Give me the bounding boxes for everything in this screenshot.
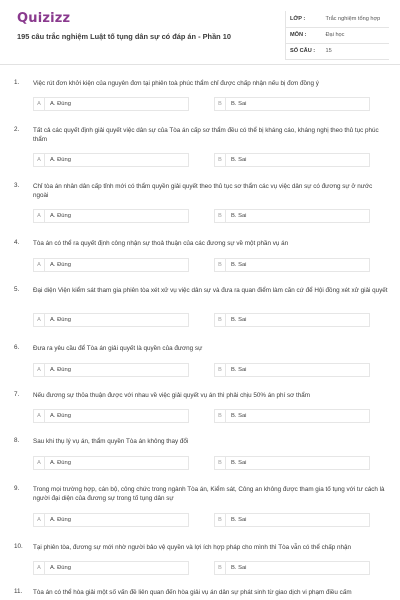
option-label: B. Sai <box>231 517 247 523</box>
option-letter: B <box>215 154 226 166</box>
option-label: B. Sai <box>231 413 247 419</box>
option-a[interactable] <box>33 313 189 327</box>
option-b[interactable] <box>214 513 370 527</box>
info-table <box>285 11 389 60</box>
question-text: Đưa ra yêu cầu để Tòa án giải quyết là quyền của đương sự <box>33 345 203 352</box>
option-letter: B <box>215 210 226 222</box>
document-title: 195 câu trắc nghiệm Luật tố tụng dân sự có đáp án - Phần 10 <box>17 32 231 41</box>
question-number: 1. <box>14 79 20 86</box>
option-letter: A <box>34 457 45 469</box>
quizizz-logo[interactable]: Quizizz <box>17 11 71 26</box>
option-label: B. Sai <box>231 367 247 373</box>
option-letter: B <box>215 314 226 326</box>
option-label: A. Đúng <box>50 367 71 373</box>
option-label: B. Sai <box>231 157 247 163</box>
option-label: B. Sai <box>231 101 247 107</box>
question-text: Đại diện Viện kiểm sát tham gia phiên tòa xét xử vụ việc dân sự và đưa ra quan điểm làm căn cứ để Hội đồng xét xử giải quyết <box>33 287 388 294</box>
option-b[interactable] <box>214 363 370 377</box>
option-letter: B <box>215 562 226 574</box>
option-b[interactable] <box>214 97 370 111</box>
option-b[interactable] <box>214 561 370 575</box>
option-letter: A <box>34 314 45 326</box>
option-label: B. Sai <box>231 460 247 466</box>
info-value: Trắc nghiệm tổng hợp <box>320 11 390 27</box>
question-text: Tòa án có thể ra quyết định công nhận sự thoả thuận của các đương sự về một phần vụ án <box>33 240 289 247</box>
question-number: 7. <box>14 391 20 398</box>
option-label: B. Sai <box>231 317 247 323</box>
question-number: 4. <box>14 239 20 246</box>
option-label: A. Đúng <box>50 317 71 323</box>
option-label: A. Đúng <box>50 565 71 571</box>
question-text: Tất cả các quyết định giải quyết việc dân sự của Tòa án cấp sơ thẩm đều có thể bị kháng cáo, kháng nghị theo thủ tục phúc thẩm <box>33 127 379 144</box>
info-label: LỚP : <box>286 11 320 27</box>
option-b[interactable] <box>214 409 370 423</box>
option-letter: B <box>215 259 226 271</box>
option-label: B. Sai <box>231 213 247 219</box>
question-text: Trong mọi trường hợp, cán bộ, công chức trong ngành Tòa án, Kiểm sát, Công an không được tham gia tố tụng với tư cách là người đại diện của đương sự trong tố tụng dân sự <box>33 486 385 503</box>
option-label: A. Đúng <box>50 517 71 523</box>
option-letter: A <box>34 514 45 526</box>
option-b[interactable] <box>214 258 370 272</box>
option-a[interactable] <box>33 153 189 167</box>
info-row-subject <box>286 27 390 43</box>
option-letter: A <box>34 259 45 271</box>
option-letter: A <box>34 210 45 222</box>
option-letter: A <box>34 410 45 422</box>
option-a[interactable] <box>33 97 189 111</box>
option-letter: A <box>34 562 45 574</box>
question-number: 6. <box>14 344 20 351</box>
option-letter: B <box>215 457 226 469</box>
option-label: B. Sai <box>231 565 247 571</box>
option-label: A. Đúng <box>50 213 71 219</box>
question-number: 3. <box>14 182 20 189</box>
option-letter: B <box>215 364 226 376</box>
option-a[interactable] <box>33 409 189 423</box>
option-letter: B <box>215 514 226 526</box>
option-label: A. Đúng <box>50 413 71 419</box>
question-text: Việc rút đơn khởi kiện của nguyên đơn tại phiên toà phúc thẩm chỉ được chấp nhận nếu bị đơn đồng ý <box>33 80 319 87</box>
question-text: Tại phiên tòa, đương sự mới nhờ người bảo vệ quyền và lợi ích hợp pháp cho mình thì Tòa vẫn có thể chấp nhận <box>33 544 352 551</box>
page-header <box>0 0 400 64</box>
option-label: A. Đúng <box>50 262 71 268</box>
question-text: Sau khi thụ lý vụ án, thẩm quyền Tòa án không thay đổi <box>33 438 189 445</box>
option-letter: A <box>34 364 45 376</box>
option-a[interactable] <box>33 513 189 527</box>
question-text: Tòa án có thể hòa giải một số vấn đề liên quan đến hòa giải vụ án dân sự phát sinh từ giao dịch vi phạm điều cấm <box>33 589 352 596</box>
info-value: 15 <box>320 43 390 59</box>
question-number: 9. <box>14 485 20 492</box>
question-number: 2. <box>14 126 20 133</box>
option-b[interactable] <box>214 456 370 470</box>
option-b[interactable] <box>214 153 370 167</box>
option-label: A. Đúng <box>50 460 71 466</box>
header-divider <box>0 64 400 65</box>
info-label: MÔN : <box>286 27 320 43</box>
option-a[interactable] <box>33 363 189 377</box>
option-b[interactable] <box>214 209 370 223</box>
option-a[interactable] <box>33 456 189 470</box>
option-letter: A <box>34 98 45 110</box>
option-label: A. Đúng <box>50 157 71 163</box>
option-a[interactable] <box>33 258 189 272</box>
question-number: 8. <box>14 437 20 444</box>
info-value: Đại học <box>320 27 390 43</box>
info-row-count <box>286 43 390 59</box>
question-number: 10. <box>14 543 23 550</box>
option-letter: B <box>215 98 226 110</box>
option-label: B. Sai <box>231 262 247 268</box>
option-label: A. Đúng <box>50 101 71 107</box>
info-label: SỐ CÂU : <box>286 43 320 59</box>
option-letter: A <box>34 154 45 166</box>
question-text: Chỉ tòa án nhân dân cấp tỉnh mới có thẩm quyền giải quyết theo thủ tục sơ thẩm các vụ việc dân sự có đương sự ở nước ngoài <box>33 183 373 200</box>
info-row-class <box>286 11 390 27</box>
question-number: 11. <box>14 588 23 595</box>
option-a[interactable] <box>33 561 189 575</box>
question-number: 5. <box>14 286 20 293</box>
option-b[interactable] <box>214 313 370 327</box>
option-letter: B <box>215 410 226 422</box>
option-a[interactable] <box>33 209 189 223</box>
question-text: Nếu đương sự thỏa thuận được với nhau về việc giải quyết vụ án thì phải chịu 50% án phí sơ thẩm <box>33 392 311 399</box>
